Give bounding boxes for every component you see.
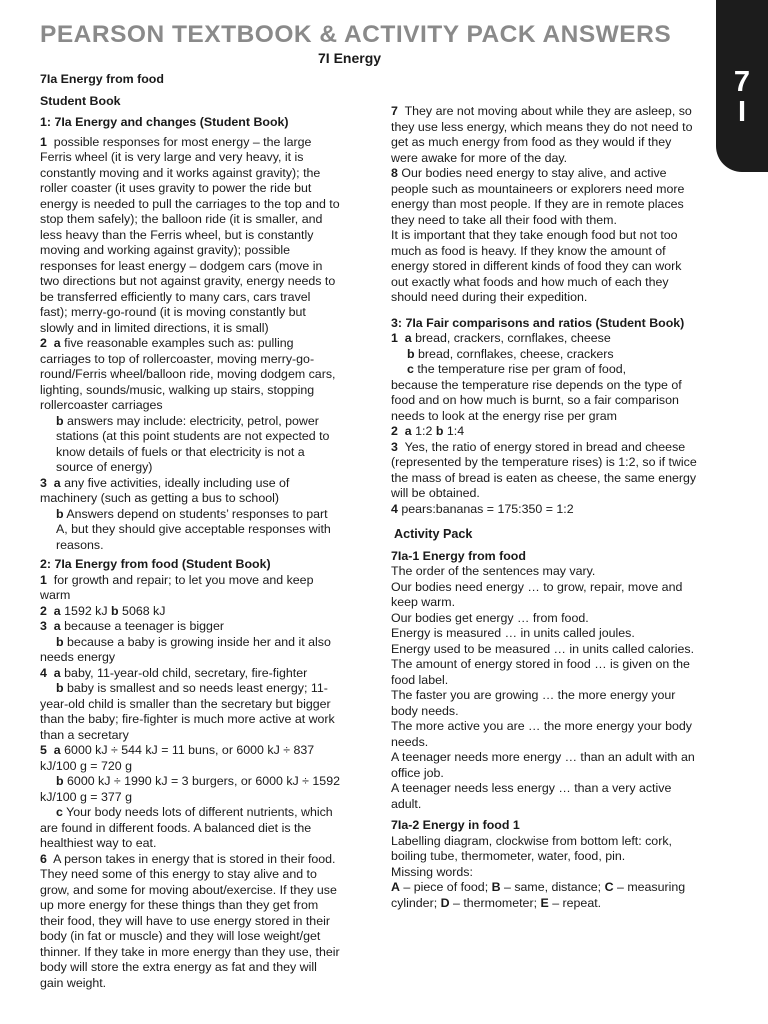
answer-p2q4b [40,681,340,743]
p3q1b-label: b [407,346,415,361]
ap2-a-label: A [391,880,400,894]
ap2-b-text: – same, distance; [504,880,602,894]
answer-q2b [40,414,340,476]
student-book-heading: Student Book [40,93,121,108]
p3q1-number: 1 [391,331,398,345]
ap2-c-text: – measuring cylinder; [391,880,686,910]
p2q6-text: A person takes in energy that is stored in their food. They need some of this energy to stay alive and to grow, and some for moving about/exercise. If they use up more energy for these things than they get from their food, they will have to use energy stored in their body (in fat or muscle) and they will lose weight/get thinner. If they take in more energy than they use, their body will store the extra energy as fat and they will gain weight. [40,851,340,990]
activity-2-labelling: Labelling diagram, clockwise from bottom left: cork, boiling tube, thermometer, water, food, pin. [391,833,672,863]
activity-2-heading: 7Ia-2 Energy in food 1 [391,818,520,832]
q7-number: 7 [391,104,398,118]
q3b-label: b [56,506,64,521]
p3q2b-text: 1:4 [446,424,465,438]
ap2-e-label: E [540,895,549,910]
q1-number: 1 [40,134,47,149]
activity-2-answers [391,880,698,911]
p2q2b-label: b [111,603,119,618]
activity-1-line: Energy used to be measured … in units called calories. [391,641,695,656]
ap2-a-text: – piece of food; [403,880,489,894]
q2a-label: a [53,336,61,350]
answer-p2q5b [40,774,340,805]
p2q4b-text: baby is smallest and so needs least energy; 11-year-old child is smaller than the secretary but bigger than the baby; fire-fighter is much more active at work than a secretary [40,681,335,742]
p3q1a-label: a [404,331,412,345]
p2q2a-text: 1592 kJ [64,603,108,618]
p2q3-number: 3 [40,619,47,633]
p2q5-number: 5 [40,743,47,757]
p2q4b-label: b [56,681,64,695]
right-column [391,104,698,911]
answer-p2q5c [40,805,340,852]
q3a-text: any five activities, ideally including use of machinery (such as getting a bus to school) [40,475,290,505]
p2q6-number: 6 [40,851,47,866]
p2q2-number: 2 [40,603,47,618]
answer-p2q5a [40,743,340,774]
p3q1a-text: bread, crackers, cornflakes, cheese [415,331,611,345]
q8-number: 8 [391,166,398,180]
chapter-tab [716,0,768,172]
activity-2-missing-words: Missing words: [391,864,473,879]
answer-p3q3 [391,440,698,502]
answer-p2q6 [40,852,340,992]
q1-text: possible responses for most energy – the large Ferris wheel (it is very large and very heavy, it is constantly moving and it works against gravity); the roller coaster (it uses gravity to power the ride but energy is needed to pull the carriages to the top and to stop them safely); the balloon ride (it is smaller, and less heavy than the Ferris wheel, but is constantly moving and working against gravity); possible responses for least energy – dodgem cars (move in two directions but not against gravity, energy needs to be transferred efficiently to many cars, cars travel fast); merry-go-round (it is moving constantly but slowly and in limited directions, it is small) [40,134,340,335]
p2q5c-text: Your body needs lots of different nutrients, which are found in different foods. A balanced diet is the healthiest way to eat. [40,805,333,850]
answer-p3q1c-continued: because the temperature rise depends on the type of food and on how much is burnt, so a fair comparison needs to look at the energy rise per gram [391,377,682,423]
section-heading: 7Ia Energy from food [40,72,164,86]
p2q2a-label: a [53,603,61,618]
p2q1-number: 1 [40,572,47,587]
q3-number: 3 [40,475,47,490]
answer-p2q3b [40,635,340,666]
activity-1-line: Our bodies need energy … to grow, repair, move and keep warm. [391,579,683,609]
answer-q2a [40,336,340,414]
activity-1-line: The order of the sentences may vary. [391,564,596,578]
answer-p2q4a [40,666,340,682]
p2q3b-label: b [56,634,64,649]
p2q5c-label: c [56,805,63,819]
ap2-c-label: C [604,880,614,894]
q3a-label: a [53,475,61,490]
activity-1-heading: 7Ia-1 Energy from food [391,548,526,563]
answer-q8-continued: It is important that they take enough food but not too much as food is heavy. If they know the amount of energy stored in different kinds of food they can work out exactly what foods and how much of each they should need during their expedition. [391,228,682,304]
p3q3-text: Yes, the ratio of energy stored in bread and cheese (represented by the temperature rises) is 1:2, so if twice the mass of bread is eaten as cheese, the same energy will be obtained. [391,439,697,500]
answer-q3a [40,476,340,507]
answer-q7 [391,104,698,166]
p2q3a-label: a [53,619,61,633]
q2a-text: five reasonable examples such as: pulling carriages to top of rollercoaster, moving merry-go-round/Ferris wheel/balloon ride, moving dodgem cars, lighting, sounds/music, walking up stairs, stopping rollercoaster carriages [40,336,336,412]
answer-p3q1a [391,331,698,347]
p2q3a-text: because a teenager is bigger [64,619,224,633]
ap2-e-text: – repeat. [552,895,602,910]
activity-pack-heading: Activity Pack [394,527,473,541]
answer-p2q2 [40,604,340,620]
p3q2-number: 2 [391,424,398,438]
answer-p3q1b [391,347,698,363]
p3q4-number: 4 [391,501,398,516]
p2q4a-text: baby, 11-year-old child, secretary, fire-fighter [64,665,308,680]
p2q4-number: 4 [40,665,47,680]
p2q3b-text: because a baby is growing inside her and it also needs energy [40,634,331,664]
q2b-text: answers may include: electricity, petrol, power stations (at this point students are not expected to know details of fuels or that electricity is not a source of energy) [56,413,330,474]
chapter-tab-number: 7 [733,66,751,98]
left-column [40,72,340,991]
p2q5b-text: 6000 kJ ÷ 1990 kJ = 3 burgers, or 6000 kJ ÷ 1592 kJ/100 g = 377 g [40,774,340,804]
q8-text: Our bodies need energy to stay alive, and active people such as mountaineers or explorers need more energy than most people. If they are in remote places they need to take all their food with them. [391,166,685,227]
ap2-d-text: – thermometer; [453,895,538,910]
part1-heading: 1: 7Ia Energy and changes (Student Book) [40,115,289,129]
part2-heading: 2: 7Ia Energy from food (Student Book) [40,557,271,571]
p2q2b-text: 5068 kJ [122,603,166,618]
p2q5a-text: 6000 kJ ÷ 544 kJ = 11 buns, or 6000 kJ ÷ 837 kJ/100 g = 720 g [40,743,315,773]
p2q4a-label: a [53,665,61,680]
p3q1b-text: bread, cornflakes, cheese, crackers [418,346,614,361]
answer-p2q3a [40,619,340,635]
activity-1-answers [391,564,698,812]
chapter-tab-letter: I [737,96,747,128]
answer-q1 [40,135,340,337]
p3q1c-label: c [407,362,414,376]
p3q2b-label: b [435,424,444,438]
p2q1-text: for growth and repair; to let you move and keep warm [40,572,314,602]
p3q2a-text: 1:2 [415,424,433,438]
activity-1-line: Energy is measured … in units called joules. [391,626,635,640]
activity-1-line: The faster you are growing … the more energy your body needs. [391,688,676,718]
part3-heading: 3: 7Ia Fair comparisons and ratios (Student Book) [391,315,685,330]
q3b-text: Answers depend on students’ responses to part A, but they should give acceptable responses with reasons. [56,506,331,552]
answer-p3q1c [391,362,698,378]
ap2-b-label: B [491,880,501,894]
p3q1c-text: the temperature rise per gram of food, [417,362,627,376]
p3q2a-label: a [404,424,412,438]
ap2-d-label: D [440,895,450,910]
q2b-label: b [56,413,64,428]
answer-p2q1 [40,573,340,604]
activity-1-line: The more active you are … the more energy your body needs. [391,719,692,749]
p2q5a-label: a [53,743,61,757]
answer-p3q2 [391,424,698,440]
answer-q8 [391,166,698,228]
p3q3-number: 3 [391,439,398,454]
page-title: PEARSON TEXTBOOK & ACTIVITY PACK ANSWERS [40,21,672,48]
activity-1-line: Our bodies get energy … from food. [391,610,589,625]
q7-text: They are not moving about while they are asleep, so they use less energy, which means they do not need to get as much energy from food as they would if they were awake for more of the day. [391,104,693,165]
answer-p3q4 [391,502,698,518]
p2q5b-label: b [56,774,64,788]
activity-1-line: A teenager needs more energy … than an adult with an office job. [391,750,695,780]
p3q4-text: pears:bananas = 175:350 = 1:2 [401,501,574,516]
q2-number: 2 [40,336,47,350]
page-subtitle: 7I Energy [318,50,382,66]
activity-1-line: The amount of energy stored in food … is given on the food label. [391,657,690,687]
answer-q3b [40,507,340,554]
activity-1-line: A teenager needs less energy … than a very active adult. [391,781,672,811]
